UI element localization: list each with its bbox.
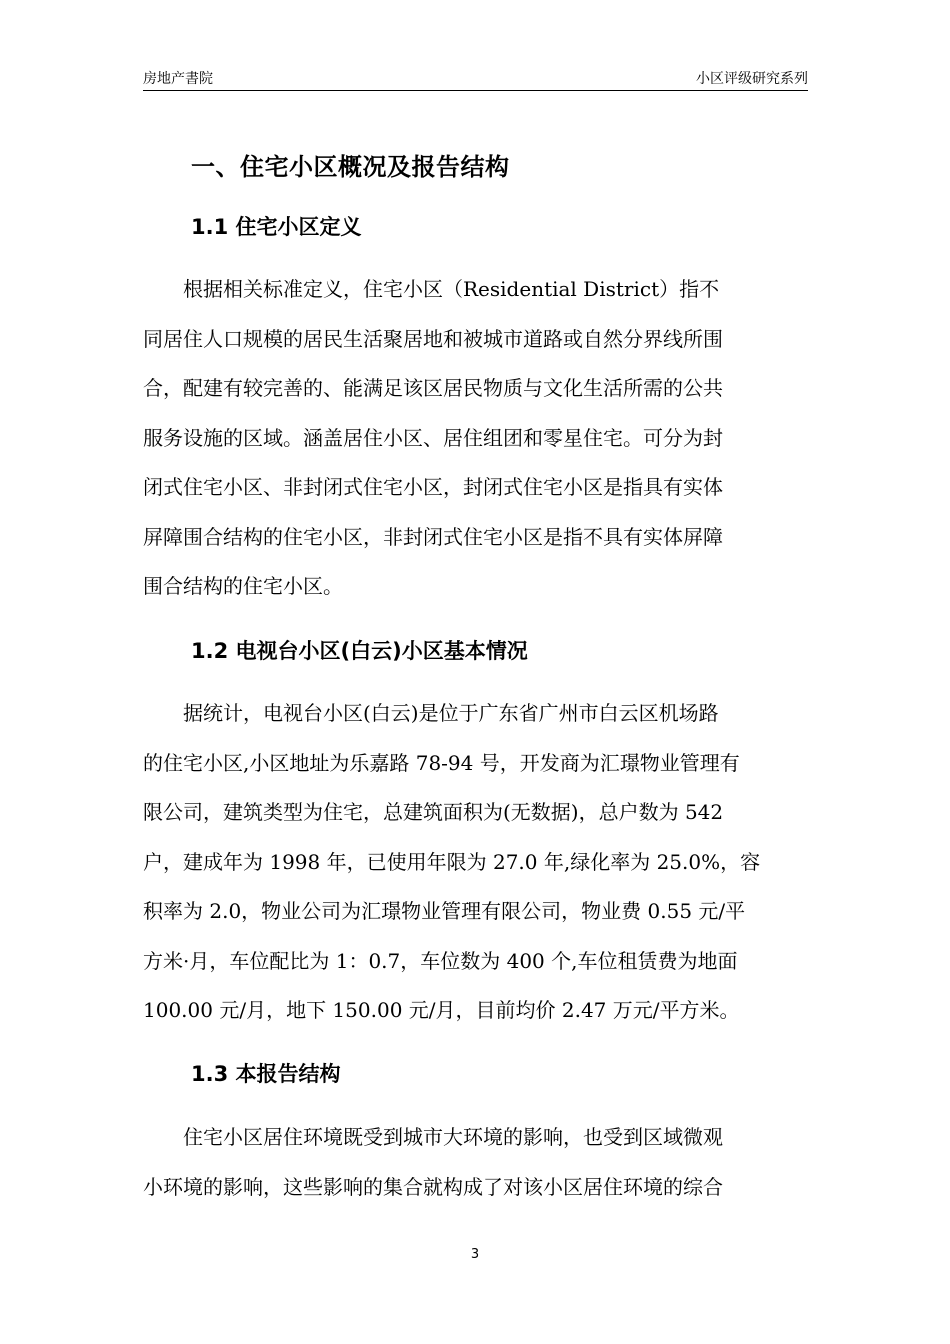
paragraph-line: 方米·月，车位配比为 1：0.7，车位数为 400 个,车位租赁费为地面 [143,948,738,973]
paragraph-line: 据统计，电视台小区(白云)是位于广东省广州市白云区机场路 [143,701,719,725]
paragraph-line: 服务设施的区域。涵盖居住小区、居住组团和零星住宅。可分为封 [143,425,723,450]
paragraph-definition [143,265,808,612]
paragraph-line: 围合结构的住宅小区。 [143,574,343,598]
paragraph-line: 小环境的影响，这些影响的集合就构成了对该小区居住环境的综合 [143,1174,723,1199]
paragraph-line: 根据相关标准定义，住宅小区（Residential District）指不 [143,277,720,301]
paragraph-line: 限公司，建筑类型为住宅，总建筑面积为(无数据)，总户数为 542 [143,800,724,824]
paragraph-report-structure [143,1113,808,1212]
paragraph-line: 积率为 2.0，物业公司为汇璟物业管理有限公司，物业费 0.55 元/平 [143,899,746,923]
paragraph-line: 屏障围合结构的住宅小区，非封闭式住宅小区是指不具有实体屏障 [143,524,723,549]
paragraph-line: 合，配建有较完善的、能满足该区居民物质与文化生活所需的公共 [143,376,723,400]
paragraph-line: 100.00 元/月，地下 150.00 元/月，目前均价 2.47 万元/平方米。 [143,998,740,1022]
header-left-text: 房地产書院 [143,71,213,87]
header-right-text: 小区评级研究系列 [696,71,808,87]
paragraph-line: 住宅小区居住环境既受到城市大环境的影响，也受到区域微观 [143,1125,723,1149]
subsection-heading-1-3: 1.3 本报告结构 [191,1062,341,1086]
paragraph-line: 闭式住宅小区、非封闭式住宅小区，封闭式住宅小区是指具有实体 [143,475,723,499]
subsection-heading-1-2: 1.2 电视台小区(白云)小区基本情况 [191,639,528,663]
page-number: 3 [470,1247,480,1262]
section-title: 一、住宅小区概况及报告结构 [191,153,510,181]
paragraph-line: 的住宅小区,小区地址为乐嘉路 78-94 号，开发商为汇璟物业管理有 [143,750,740,775]
paragraph-basic-info [143,689,808,1036]
paragraph-line: 同居住人口规模的居民生活聚居地和被城市道路或自然分界线所围 [143,326,723,351]
subsection-heading-1-1: 1.1 住宅小区定义 [191,215,362,239]
paragraph-line: 户，建成年为 1998 年，已使用年限为 27.0 年,绿化率为 25.0%，容 [143,849,761,874]
page-header [143,68,808,91]
